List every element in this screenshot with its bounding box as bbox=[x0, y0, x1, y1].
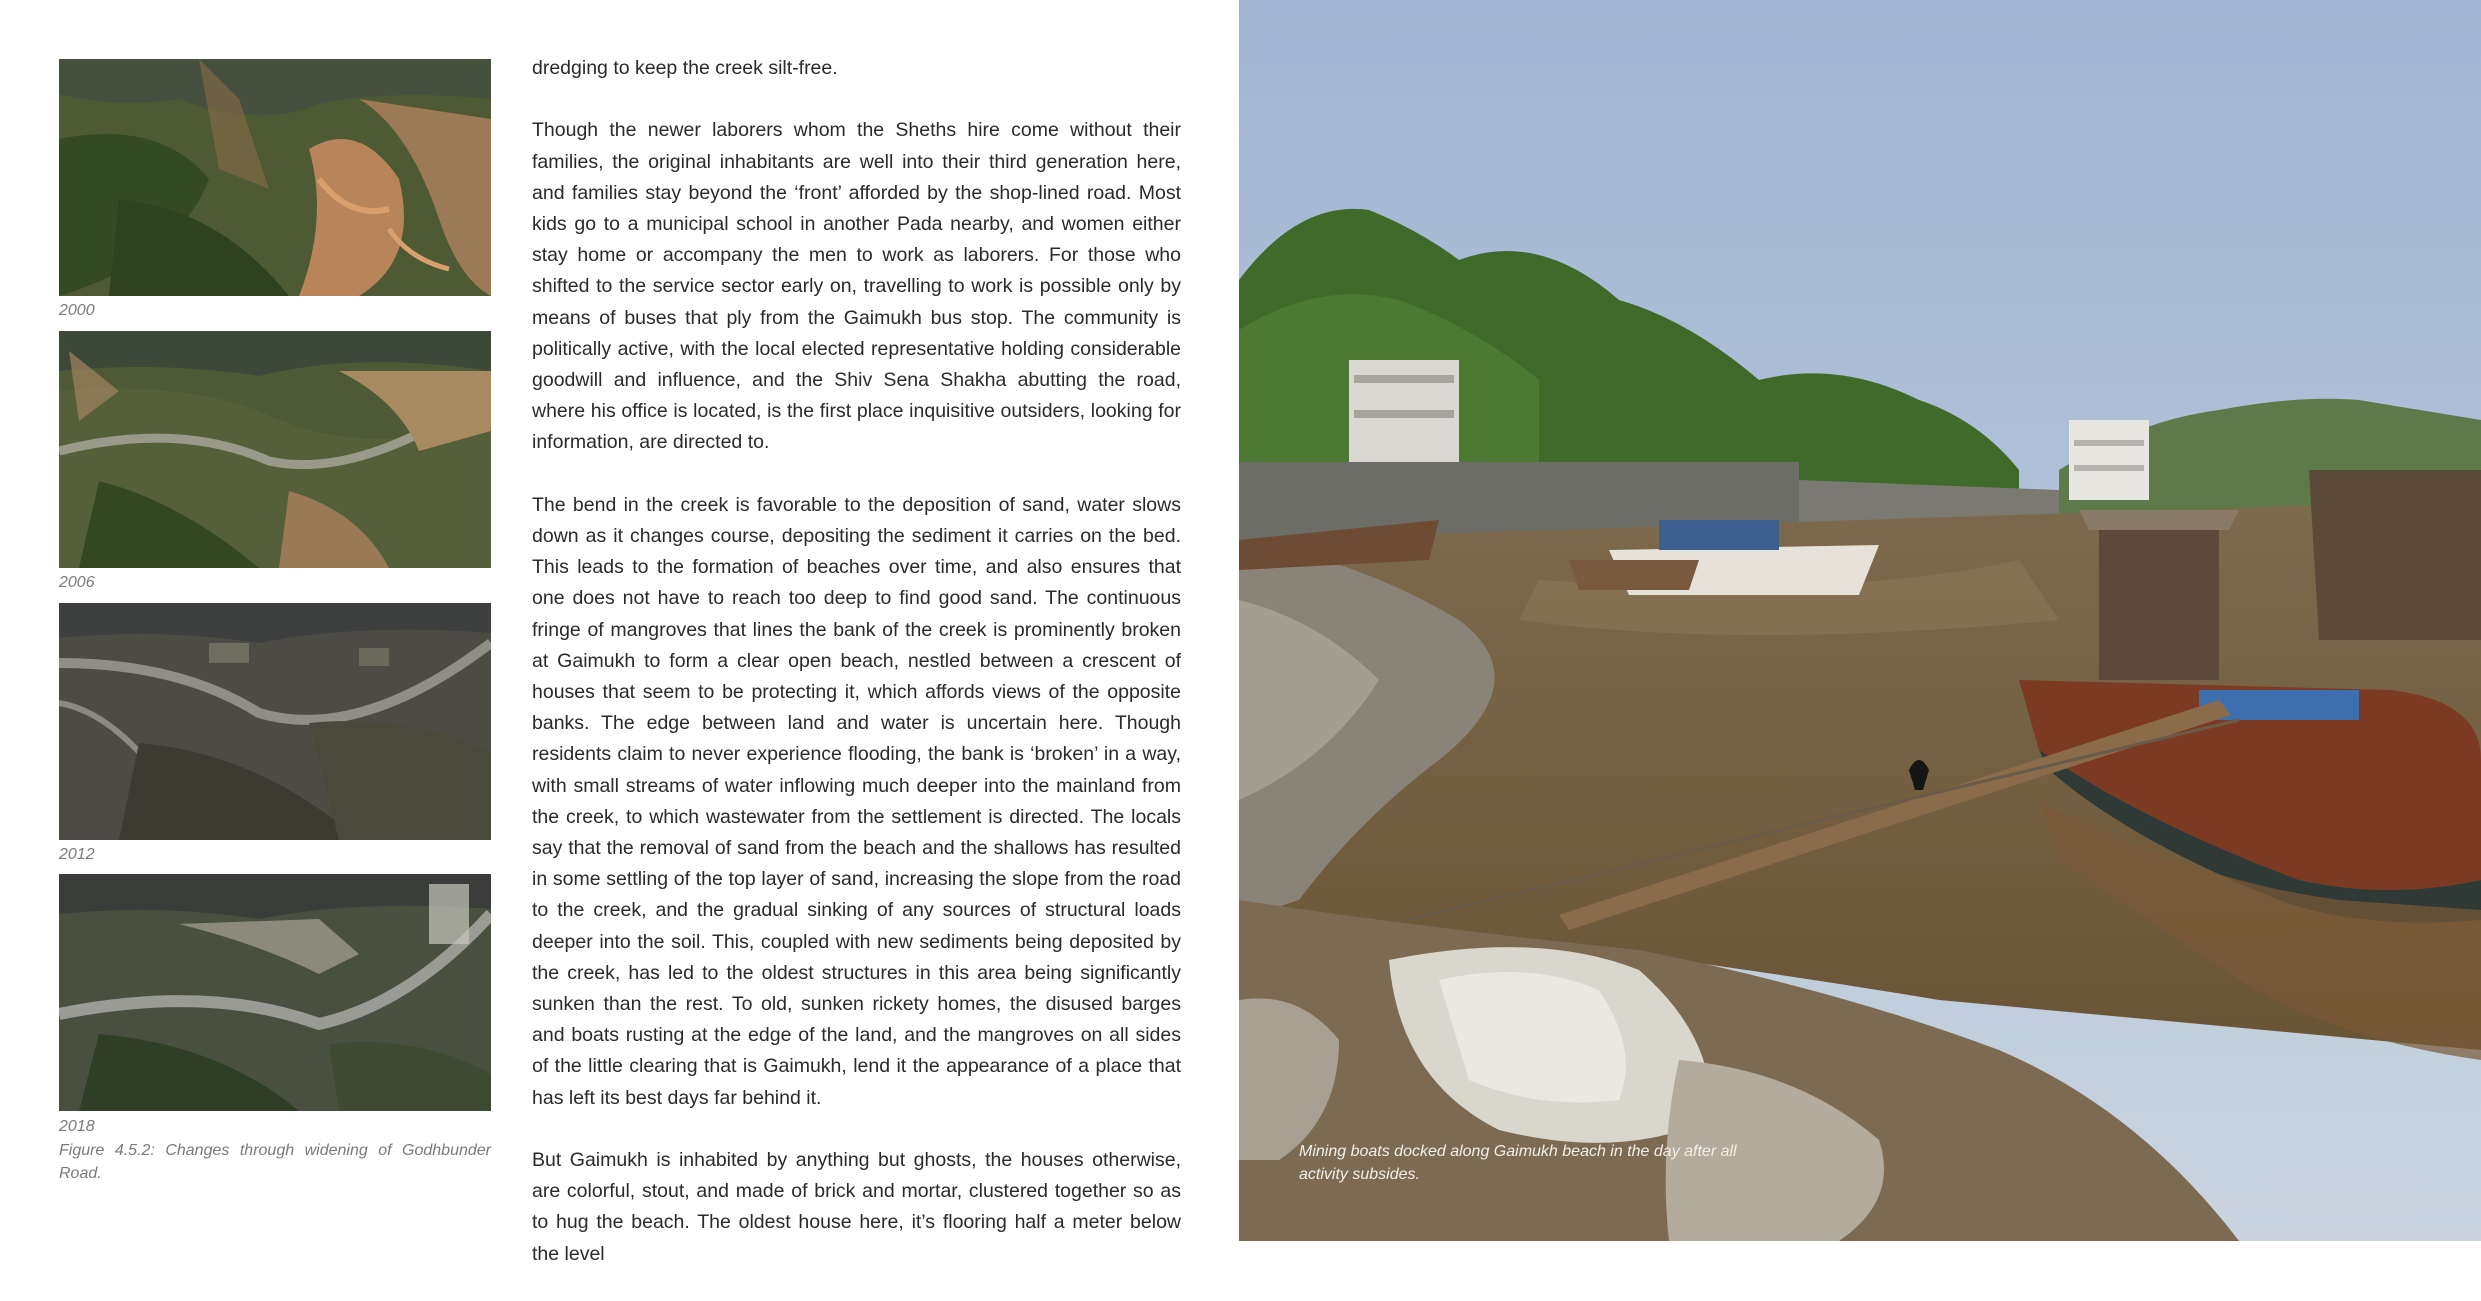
paragraph-1: dredging to keep the creek silt-free. bbox=[532, 57, 838, 79]
left-page bbox=[0, 0, 1239, 1265]
year-label-2012: 2012 bbox=[59, 846, 95, 863]
satellite-image-2000 bbox=[59, 59, 491, 296]
year-label-2000: 2000 bbox=[59, 302, 95, 319]
paragraph-4: But Gaimukh is inhabited by anything but ghosts, the houses otherwise, are colorful, stout, and made of brick and mortar, clustered together so as to hug the beach. The oldest house here, it’s flooring half a meter below the level bbox=[532, 1149, 1181, 1265]
satellite-image-2012 bbox=[59, 603, 491, 840]
year-label-2018: 2018 bbox=[59, 1118, 95, 1135]
figure-caption: Figure 4.5.2: Changes through widening of Godhbunder Road. bbox=[59, 1142, 491, 1182]
year-label-2006: 2006 bbox=[59, 574, 95, 591]
right-page bbox=[1239, 0, 2481, 1241]
beach-boats-photo bbox=[1239, 0, 2481, 1241]
satellite-image-2018 bbox=[59, 874, 491, 1111]
photo-caption: Mining boats docked along Gaimukh beach in the day after all activity subsides. bbox=[1299, 1143, 1737, 1183]
body-text-column bbox=[532, 53, 1181, 1301]
satellite-image-2006 bbox=[59, 331, 491, 568]
paragraph-2: Though the newer laborers whom the Sheths hire come without their families, the original inhabitants are well into their third generation here, and families stay beyond the ‘front’ afforded by the shop-lined road. Most kids go to a municipal school in another Pada nearby, and women either stay home or accompany the men to work as laborers. For those who shifted to the service sector early on, travelling to work is possible only by means of buses that ply from the Gaimukh bus stop. The community is politically active, with the local elected representative holding considerable goodwill and influence, and the Shiv Sena Shakha abutting the road, where his office is located, is the first place inquisitive outsiders, looking for information, are directed to. bbox=[532, 119, 1181, 454]
paragraph-3: The bend in the creek is favorable to the deposition of sand, water slows down as it changes course, depositing the sediment it carries on the bed. This leads to the formation of beaches over time, and also ensures that one does not have to reach too deep to find good sand. The continuous fringe of mangroves that lines the bank of the creek is prominently broken at Gaimukh to form a clear open beach, nestled between a crescent of houses that seem to be protecting it, which affords views of the opposite banks. The edge between land and water is uncertain here. Though residents claim to never experience flooding, the bank is ‘broken’ in a way, with small streams of water inflowing much deeper into the mainland from the creek, to which wastewater from the settlement is directed. The locals say that the removal of sand from the beach and the shallows has resulted in some settling of the top layer of sand, increasing the slope from the road to the creek, and the gradual sinking of any sources of structural loads deeper into the soil. This, coupled with new sediments being deposited by the creek, has led to the oldest structures in this area being significantly sunken than the rest. To old, sunken rickety homes, the disused barges and boats rusting at the edge of the land, and the mangroves on all sides of the little clearing that is Gaimukh, lend it the appearance of a place that has left its best days far behind it. bbox=[532, 493, 1181, 1109]
